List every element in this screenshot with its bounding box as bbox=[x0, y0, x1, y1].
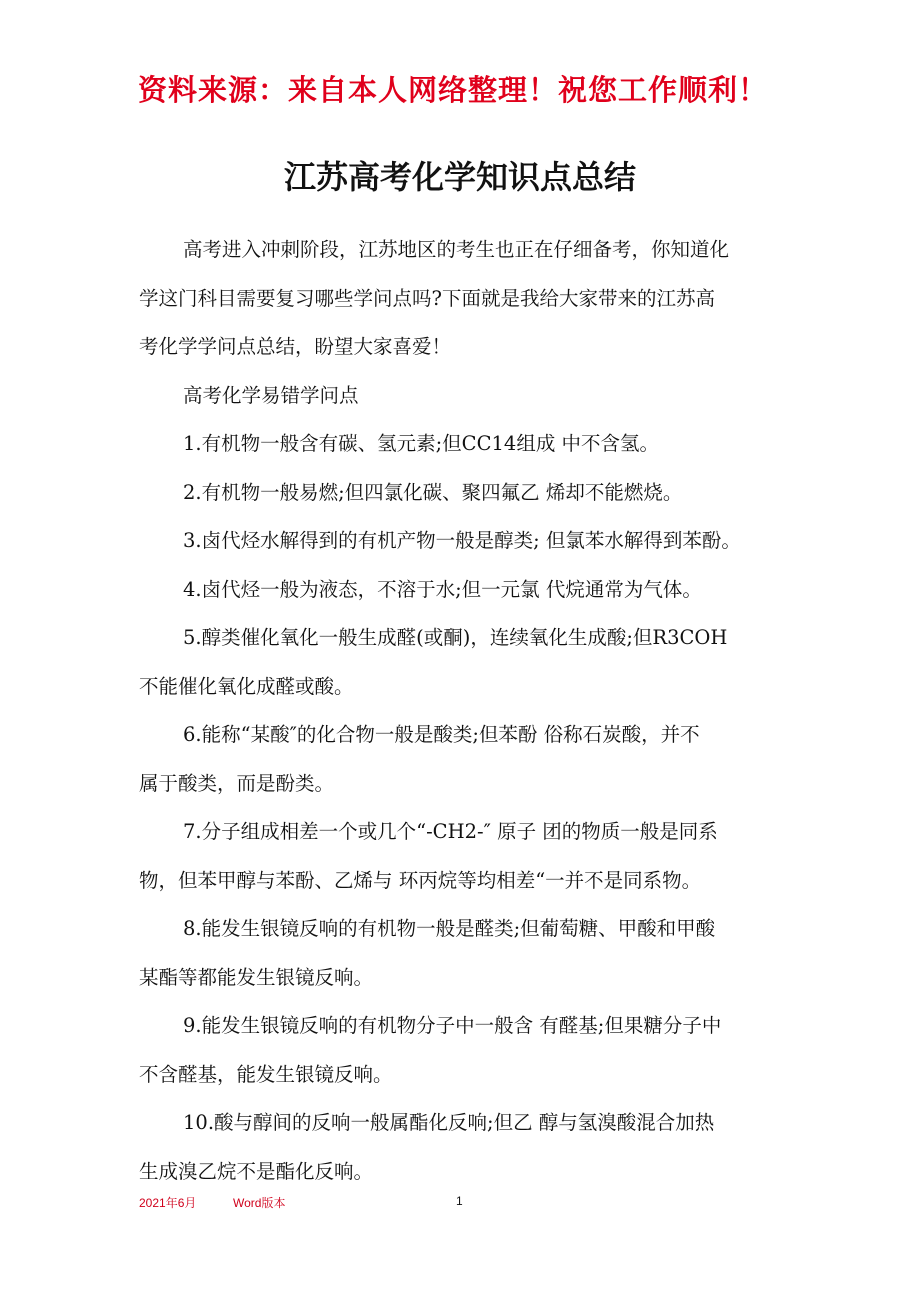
page-title: 江苏高考化学知识点总结 bbox=[283, 158, 636, 196]
paragraph-line: 1.有机物一般含有碳、氢元素;但CC14组成 中不含氢。 bbox=[183, 432, 660, 455]
paragraph bbox=[139, 617, 819, 714]
paragraph bbox=[139, 472, 819, 521]
paragraph-line: 不能催化氧化成醛或酸。 bbox=[139, 674, 354, 698]
paragraph bbox=[139, 1005, 819, 1102]
page-number: 1 bbox=[456, 1194, 463, 1208]
paragraph bbox=[139, 375, 819, 424]
paragraph-line: 10.酸与醇间的反响一般属酯化反响;但乙 醇与氢溴酸混合加热 bbox=[183, 1111, 715, 1134]
paragraph-line: 学这门科目需要复习哪些学问点吗?下面就是我给大家带来的江苏高 bbox=[139, 286, 715, 310]
document-body bbox=[139, 229, 819, 1199]
paragraph bbox=[139, 423, 819, 472]
paragraph-line: 6.能称“某酸″的化合物一般是酸类;但苯酚 俗称石炭酸，并不 bbox=[183, 723, 700, 746]
paragraph bbox=[139, 229, 819, 375]
paragraph bbox=[139, 520, 819, 569]
paragraph-line: 7.分子组成相差一个或几个“-CH2-″ 原子 团的物质一般是同系 bbox=[183, 820, 718, 843]
paragraph-line: 物，但苯甲醇与苯酚、乙烯与 环丙烷等均相差“一并不是同系物。 bbox=[139, 868, 702, 892]
paragraph-line: 8.能发生银镜反响的有机物一般是醛类;但葡萄糖、甲酸和甲酸 bbox=[183, 917, 716, 940]
paragraph-line: 2.有机物一般易燃;但四氯化碳、聚四氟乙 烯却不能燃烧。 bbox=[183, 480, 683, 504]
paragraph bbox=[139, 569, 819, 618]
paragraph-line: 不含醛基，能发生银镜反响。 bbox=[139, 1062, 393, 1086]
paragraph-line: 生成溴乙烷不是酯化反响。 bbox=[139, 1159, 374, 1183]
paragraph-line: 4.卤代烃一般为液态，不溶于水;但一元氯 代烷通常为气体。 bbox=[183, 577, 702, 601]
paragraph-line: 高考进入冲刺阶段，江苏地区的考生也正在仔细备考，你知道化 bbox=[183, 238, 730, 261]
footer-version: Word版本 bbox=[233, 1196, 286, 1210]
paragraph-line: 某酯等都能发生银镜反响。 bbox=[139, 965, 374, 989]
paragraph bbox=[139, 1102, 819, 1199]
paragraph bbox=[139, 811, 819, 908]
paragraph-line: 考化学学问点总结，盼望大家喜爱！ bbox=[139, 335, 452, 358]
paragraph bbox=[139, 714, 819, 811]
paragraph-line: 5.醇类催化氧化一般生成醛(或酮)，连续氧化生成酸;但R3COH bbox=[183, 626, 728, 649]
footer-date: 2021年6月 bbox=[139, 1196, 197, 1210]
source-note: 资料来源：来自本人网络整理！祝您工作顺利！ bbox=[138, 73, 769, 107]
paragraph-line: 9.能发生银镜反响的有机物分子中一般含 有醛基;但果糖分子中 bbox=[183, 1014, 722, 1037]
paragraph-line: 3.卤代烃水解得到的有机产物一般是醇类; 但氯苯水解得到苯酚。 bbox=[183, 529, 741, 552]
paragraph bbox=[139, 908, 819, 1005]
paragraph-line: 高考化学易错学问点 bbox=[183, 383, 359, 407]
paragraph-line: 属于酸类，而是酚类。 bbox=[139, 771, 335, 795]
